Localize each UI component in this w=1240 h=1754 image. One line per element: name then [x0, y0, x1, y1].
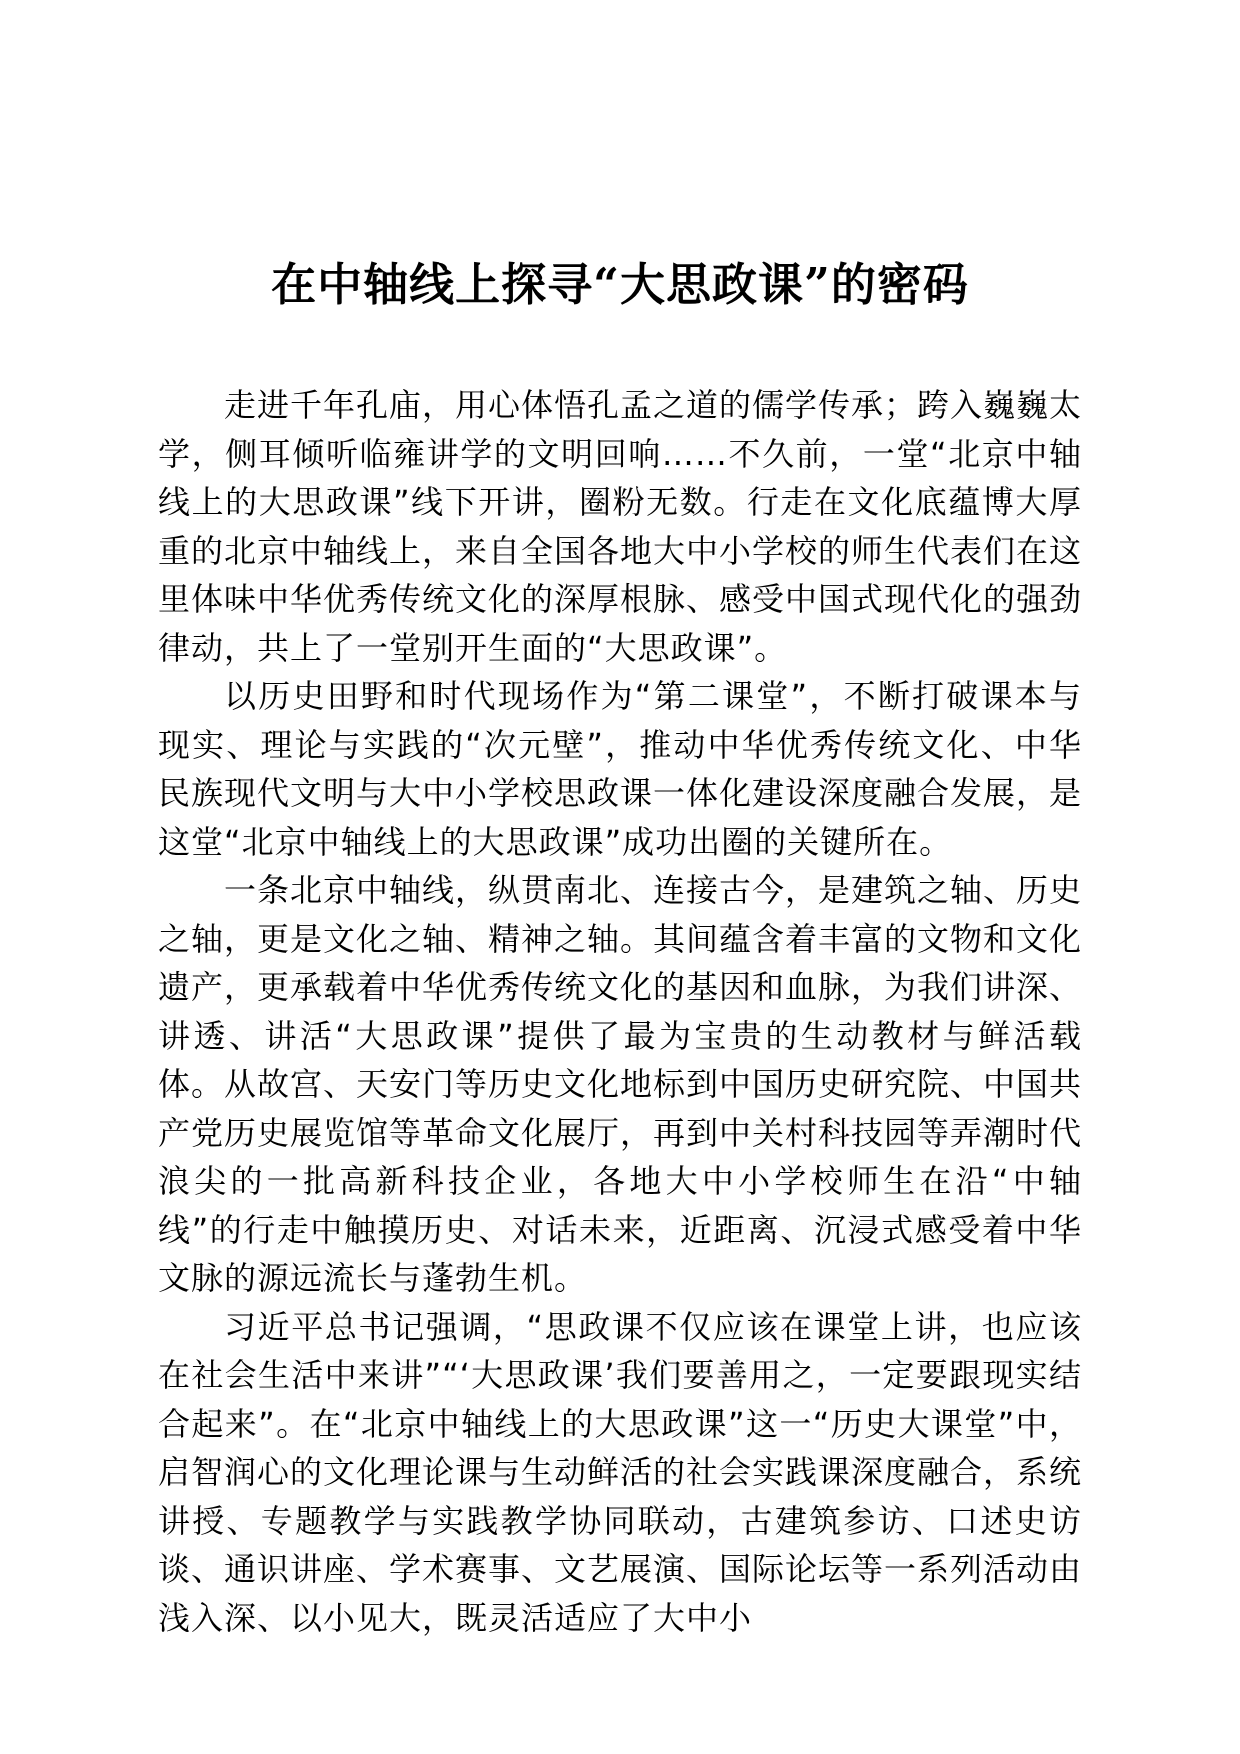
document-title: 在中轴线上探寻“大思政课”的密码 [271, 258, 969, 311]
paragraph: 走进千年孔庙，用心体悟孔孟之道的儒学传承；跨入巍巍太学，侧耳倾听临雍讲学的文明回响……不久前，一堂“北京中轴线上的大思政课”线下开讲，圈粉无数。行走在文化底蕴博大厚重的北京中轴线上，来自全国各地大中小学校的师生代表们在这里体味中华优秀传统文化的深厚根脉、感受中国式现代化的强劲律动，共上了一堂别开生面的“大思政课”。 [158, 386, 1083, 667]
paragraph: 以历史田野和时代现场作为“第二课堂”，不断打破课本与现实、理论与实践的“次元壁”，推动中华优秀传统文化、中华民族现代文明与大中小学校思政课一体化建设深度融合发展，是这堂“北京中轴线上的大思政课”成功出圈的关键所在。 [158, 677, 1083, 861]
document-body [158, 381, 1082, 1642]
paragraph: 习近平总书记强调，“思政课不仅应该在课堂上讲，也应该在社会生活中来讲”“‘大思政课’我们要善用之，一定要跟现实结合起来”。在“北京中轴线上的大思政课”这一“历史大课堂”中，启智润心的文化理论课与生动鲜活的社会实践课深度融合，系统讲授、专题教学与实践教学协同联动，古建筑参访、口述史访谈、通识讲座、学术赛事、文艺展演、国际论坛等一系列活动由浅入深、以小见大，既灵活适应了大中小 [158, 1307, 1083, 1637]
paragraph: 一条北京中轴线，纵贯南北、连接古今，是建筑之轴、历史之轴，更是文化之轴、精神之轴。其间蕴含着丰富的文物和文化遗产，更承载着中华优秀传统文化的基因和血脉，为我们讲深、讲透、讲活“大思政课”提供了最为宝贵的生动教材与鲜活载体。从故宫、天安门等历史文化地标到中国历史研究院、中国共产党历史展览馆等革命文化展厅，再到中关村科技园等弄潮时代浪尖的一批高新科技企业，各地大中小学校师生在沿“中轴线”的行走中触摸历史、对话未来，近距离、沉浸式感受着中华文脉的源远流长与蓬勃生机。 [158, 871, 1083, 1297]
